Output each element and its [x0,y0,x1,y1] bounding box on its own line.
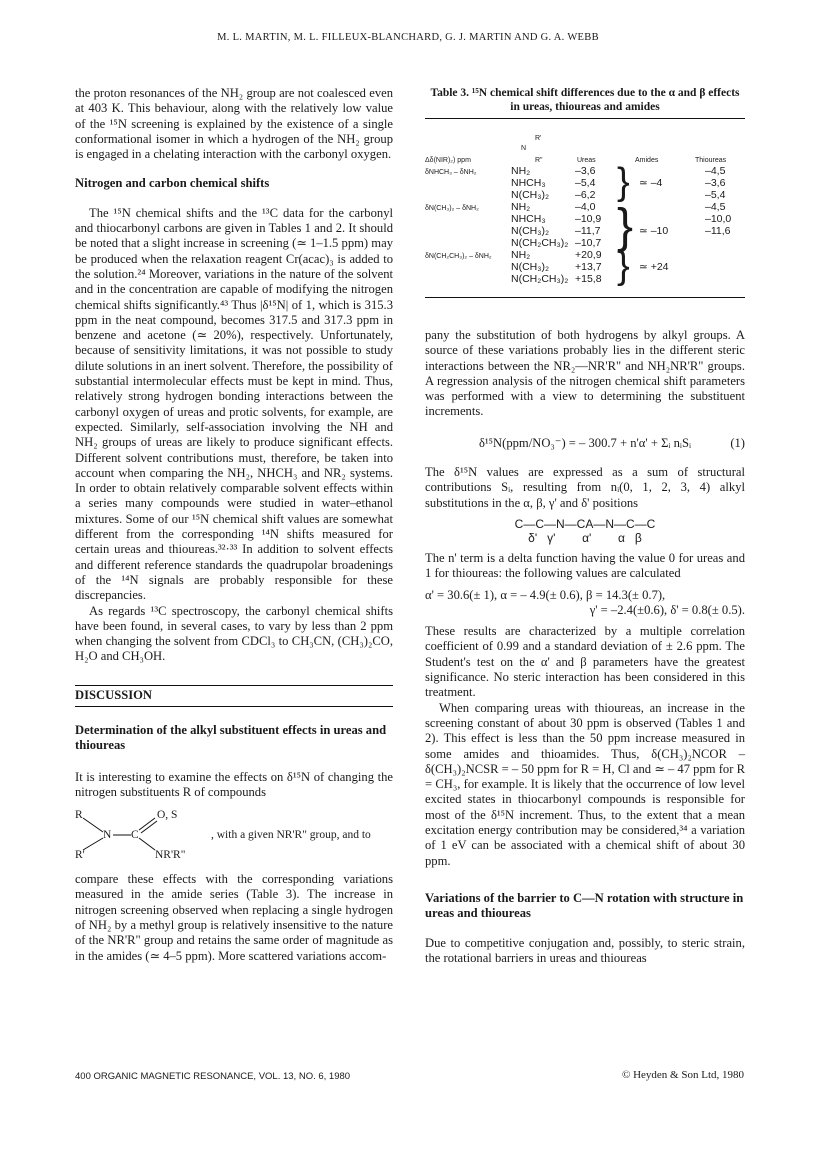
left-column [75,86,393,964]
table-cell: ≃ –10 [639,225,669,237]
table-cell: NHCH₃ [511,177,546,189]
struct-c: C [131,829,139,842]
table-cell: –11,6 [705,225,731,237]
group-label: δNHCH₃ – δNH₂ [425,169,477,176]
substituent-chain [425,517,745,545]
struct-continuation: , with a given NR'R" group, and to [211,829,371,842]
table-head-r2: R" [535,157,543,164]
paragraph: the proton resonances of the NH₂ group are not coalesced even at 403 K. This behaviour, along with the relatively low value of the ¹⁵N screening is explained by the existence of a single conformational isomer in which a hydrogen of the NH₂ group is engaged in a chelating interaction with the carbonyl oxygen. [75,86,393,162]
table-caption: Table 3. ¹⁵N chemical shift differences due to the α and β effects in ureas, thioureas and amides [425,86,745,119]
table-cell: N(CH₂CH₃)₂ [511,237,569,249]
paragraph: The ¹⁵N chemical shifts and the ¹³C data for the carbonyl and thiocarbonyl carbons are given in Tables 1 and 2. It should be noted that a slight increase in screening (≃ 1–1.5 ppm) may be produced when the relaxation reagent Cr(acac)₃ is added to the solution.²⁴ Moreover, variations in the nature of the solvent and in the concentration are capable of modifying the nitrogen chemical shifts significantly.⁴³ Thus |δ¹⁵N| of 1, which is 315.3 ppm in the neat compound, becomes 317.5 and 317.3 ppm in benzene and acetone (≃ 20%), respectively. Unfortunately, because of sensitivity limitations, it was not possible to study dilute solutions in an inert solvent. Therefore, the possibility of substantial intermolecular effects must be kept in mind. Thus, relatively strong hydrogen bonding interactions between the carbonyl oxygen of ureas and protic solvents, for example, are expected. Similarly, self-association involving the NH and NH₂ groups of ureas are likely to produce significant effects. Different solvent contributions must, therefore, be taken into account when comparing the NH₂, NHCH₃ and NR₂ systems. In order to obtain relatively comparable solvent effects within a series many compounds were studied in water–ethanol mixtures. Some of our ¹⁵N chemical shift values are somewhat different from the corresponding ¹⁴N shifts measured for certain ureas and thioureas.³²·³³ In addition to solvent effects and different reference standards the quadrupolar broadenings of the ¹⁴N signals are probably responsible for these discrepancies. [75,205,393,603]
paragraph: compare these effects with the corresponding variations measured in the amide series (Table 3). The increase in nitrogen screening observed when replacing a single hydrogen of NH₂ by a methyl group is relatively insensitive to the nature of the NR'R" group and retains the same order of magnitude as in the amides (≃ 4–5 ppm). More scattered variations accom- [75,872,393,963]
table-cell: –4,0 [575,201,596,213]
table-cell: NH₂ [511,249,531,261]
group-label: δN(CH₃)₂ – δNH₂ [425,205,479,212]
table-cell: –10,9 [575,213,602,225]
table-cell: –5,4 [705,189,726,201]
table-cell: ≃ –4 [639,177,663,189]
table-cell: N(CH₃)₂ [511,189,550,201]
table-cell: N(CH₂CH₃)₂ [511,273,569,285]
table-cell: NH₂ [511,165,531,177]
values-line-1: α' = 30.6(± 1), α = – 4.9(± 0.6), β = 14.3(± 0.7), [425,587,666,602]
equation-1 [425,436,745,451]
table-cell: –10,7 [575,237,602,249]
right-column [425,86,745,966]
struct-n: N [103,829,112,842]
table-cell: +20,9 [575,249,602,261]
subsection-heading: Variations of the barrier to C—N rotation with structure in ureas and thioureas [425,890,744,921]
chain-atoms: C—C—N—CA—N—C—C [514,516,656,531]
table-head-r1: R' [535,135,542,142]
group-label: δN(CH₂CH₃)₂ – δNH₂ [425,253,492,260]
structure-bonds [75,808,225,868]
brace-icon: } [617,161,630,203]
table-cell: –3,6 [705,177,726,189]
paragraph: The n' term is a delta function having the value 0 for ureas and 1 for thioureas: the following values are calculated [425,550,745,581]
paragraph: When comparing ureas with thioureas, an increase in the screening constant of about 30 ppm is observed (Tables 1 and 2). This effect is less than the 50 ppm increase measured in some amides and thioamides. Thus, δ(CH₃)₂NCOR – δ(CH₃)₂NCSR = – 50 ppm for R = H, Cl and ≃ – 47 ppm for R = CH₃, for example. It is likely that the occurrence of low level excited states in thiocarbonyl compounds is responsible for most of the δ¹⁵N increment. Thus, to the extent that a mean excitation energy contribution may be considered,³⁴ a variation of 1 eV can be associated with a chemical shift of about 30 ppm. [425,700,745,868]
struct-os: O, S [157,809,178,822]
section-heading-discussion: DISCUSSION [75,685,393,707]
table-cell: –4,5 [705,165,726,177]
struct-nrr: NR'R" [155,849,186,862]
table-cell: N(CH₃)₂ [511,261,550,273]
struct-r: R [75,809,83,822]
chain-positions: δ' γ' α' α β [528,530,642,545]
col-header-thioureas: Thioureas [695,157,727,164]
table-cell: –11,7 [575,225,601,237]
brace-icon: } [617,200,634,253]
values-line-2: γ' = –2.4(±0.6), δ' = 0.8(± 0.5). [589,602,745,617]
col-header-amides: Amides [635,157,659,164]
struct-r-prime: R' [75,849,85,862]
table-cell: +15,8 [575,273,602,285]
subsection-heading: Determination of the alkyl substituent effects in ureas and thioureas [75,722,387,753]
table-cell: N(CH₃)₂ [511,225,550,237]
footer-journal: 400 ORGANIC MAGNETIC RESONANCE, VOL. 13, NO. 6, 1980 [75,1071,351,1082]
paragraph: Due to competitive conjugation and, possibly, to steric strain, the rotational barriers in ureas and thioureas [425,935,745,965]
footer-copyright: © Heyden & Son Ltd, 1980 [621,1069,744,1081]
urea-structure [75,808,393,868]
table-cell: –4,5 [705,201,726,213]
paragraph: It is interesting to examine the effects on δ¹⁵N of changing the nitrogen substituents R of compounds [75,769,393,799]
section-heading: Nitrogen and carbon chemical shifts [75,176,270,191]
paragraph: pany the substitution of both hydrogens by alkyl groups. A source of these variations probably lies in the different steric interactions between the NR₂—NR'R" and NH₂NR'R" groups. A regression analysis of the nitrogen chemical shift parameters was performed with a view to determining the substituent increments. [425,328,745,419]
table-cell: ≃ +24 [639,261,669,273]
paragraph: These results are characterized by a multiple correlation coefficient of 0.99 and a standard deviation of ± 2.6 ppm. The Student's test on the α' and β parameters have the greatest significance. No steric interaction has been considered in this treatment. [425,624,745,700]
col-header-ureas: Ureas [577,157,596,164]
table-cell: –6,2 [575,189,596,201]
table-cell: –10,0 [705,213,732,225]
equation-number: (1) [730,435,745,450]
table-cell: NHCH₃ [511,213,546,225]
table-3 [425,119,745,298]
paragraph: As regards ¹³C spectroscopy, the carbonyl chemical shifts have been found, in several cases, to vary by less than 2 ppm when changing the solvent from CDCl₃ to CH₃CN, (CH₃)₂CO, H₂O and CH₃OH. [75,603,393,664]
table-cell: –3,6 [575,165,596,177]
table-cell: –5,4 [575,177,596,189]
running-head: M. L. MARTIN, M. L. FILLEUX-BLANCHARD, G. J. MARTIN AND G. A. WEBB [217,32,599,43]
table-cell: +13,7 [575,261,602,273]
paragraph: The δ¹⁵N values are expressed as a sum of structural contributions Sᵢ, resulting from nᵢ(0, 1, 2, 3, 4) alkyl substitutions in the α, β, γ' and δ' positions [425,465,745,510]
table-head-n: N [521,145,527,152]
table-cell: NH₂ [511,201,531,213]
brace-icon: } [617,245,630,287]
col-header-delta: Δδ(NIR)₂) ppm [425,157,471,164]
calculated-values [425,588,745,619]
equation-body: δ¹⁵N(ppm/NO₃⁻) = – 300.7 + n'α' + Σᵢ nᵢSᵢ [478,435,692,450]
